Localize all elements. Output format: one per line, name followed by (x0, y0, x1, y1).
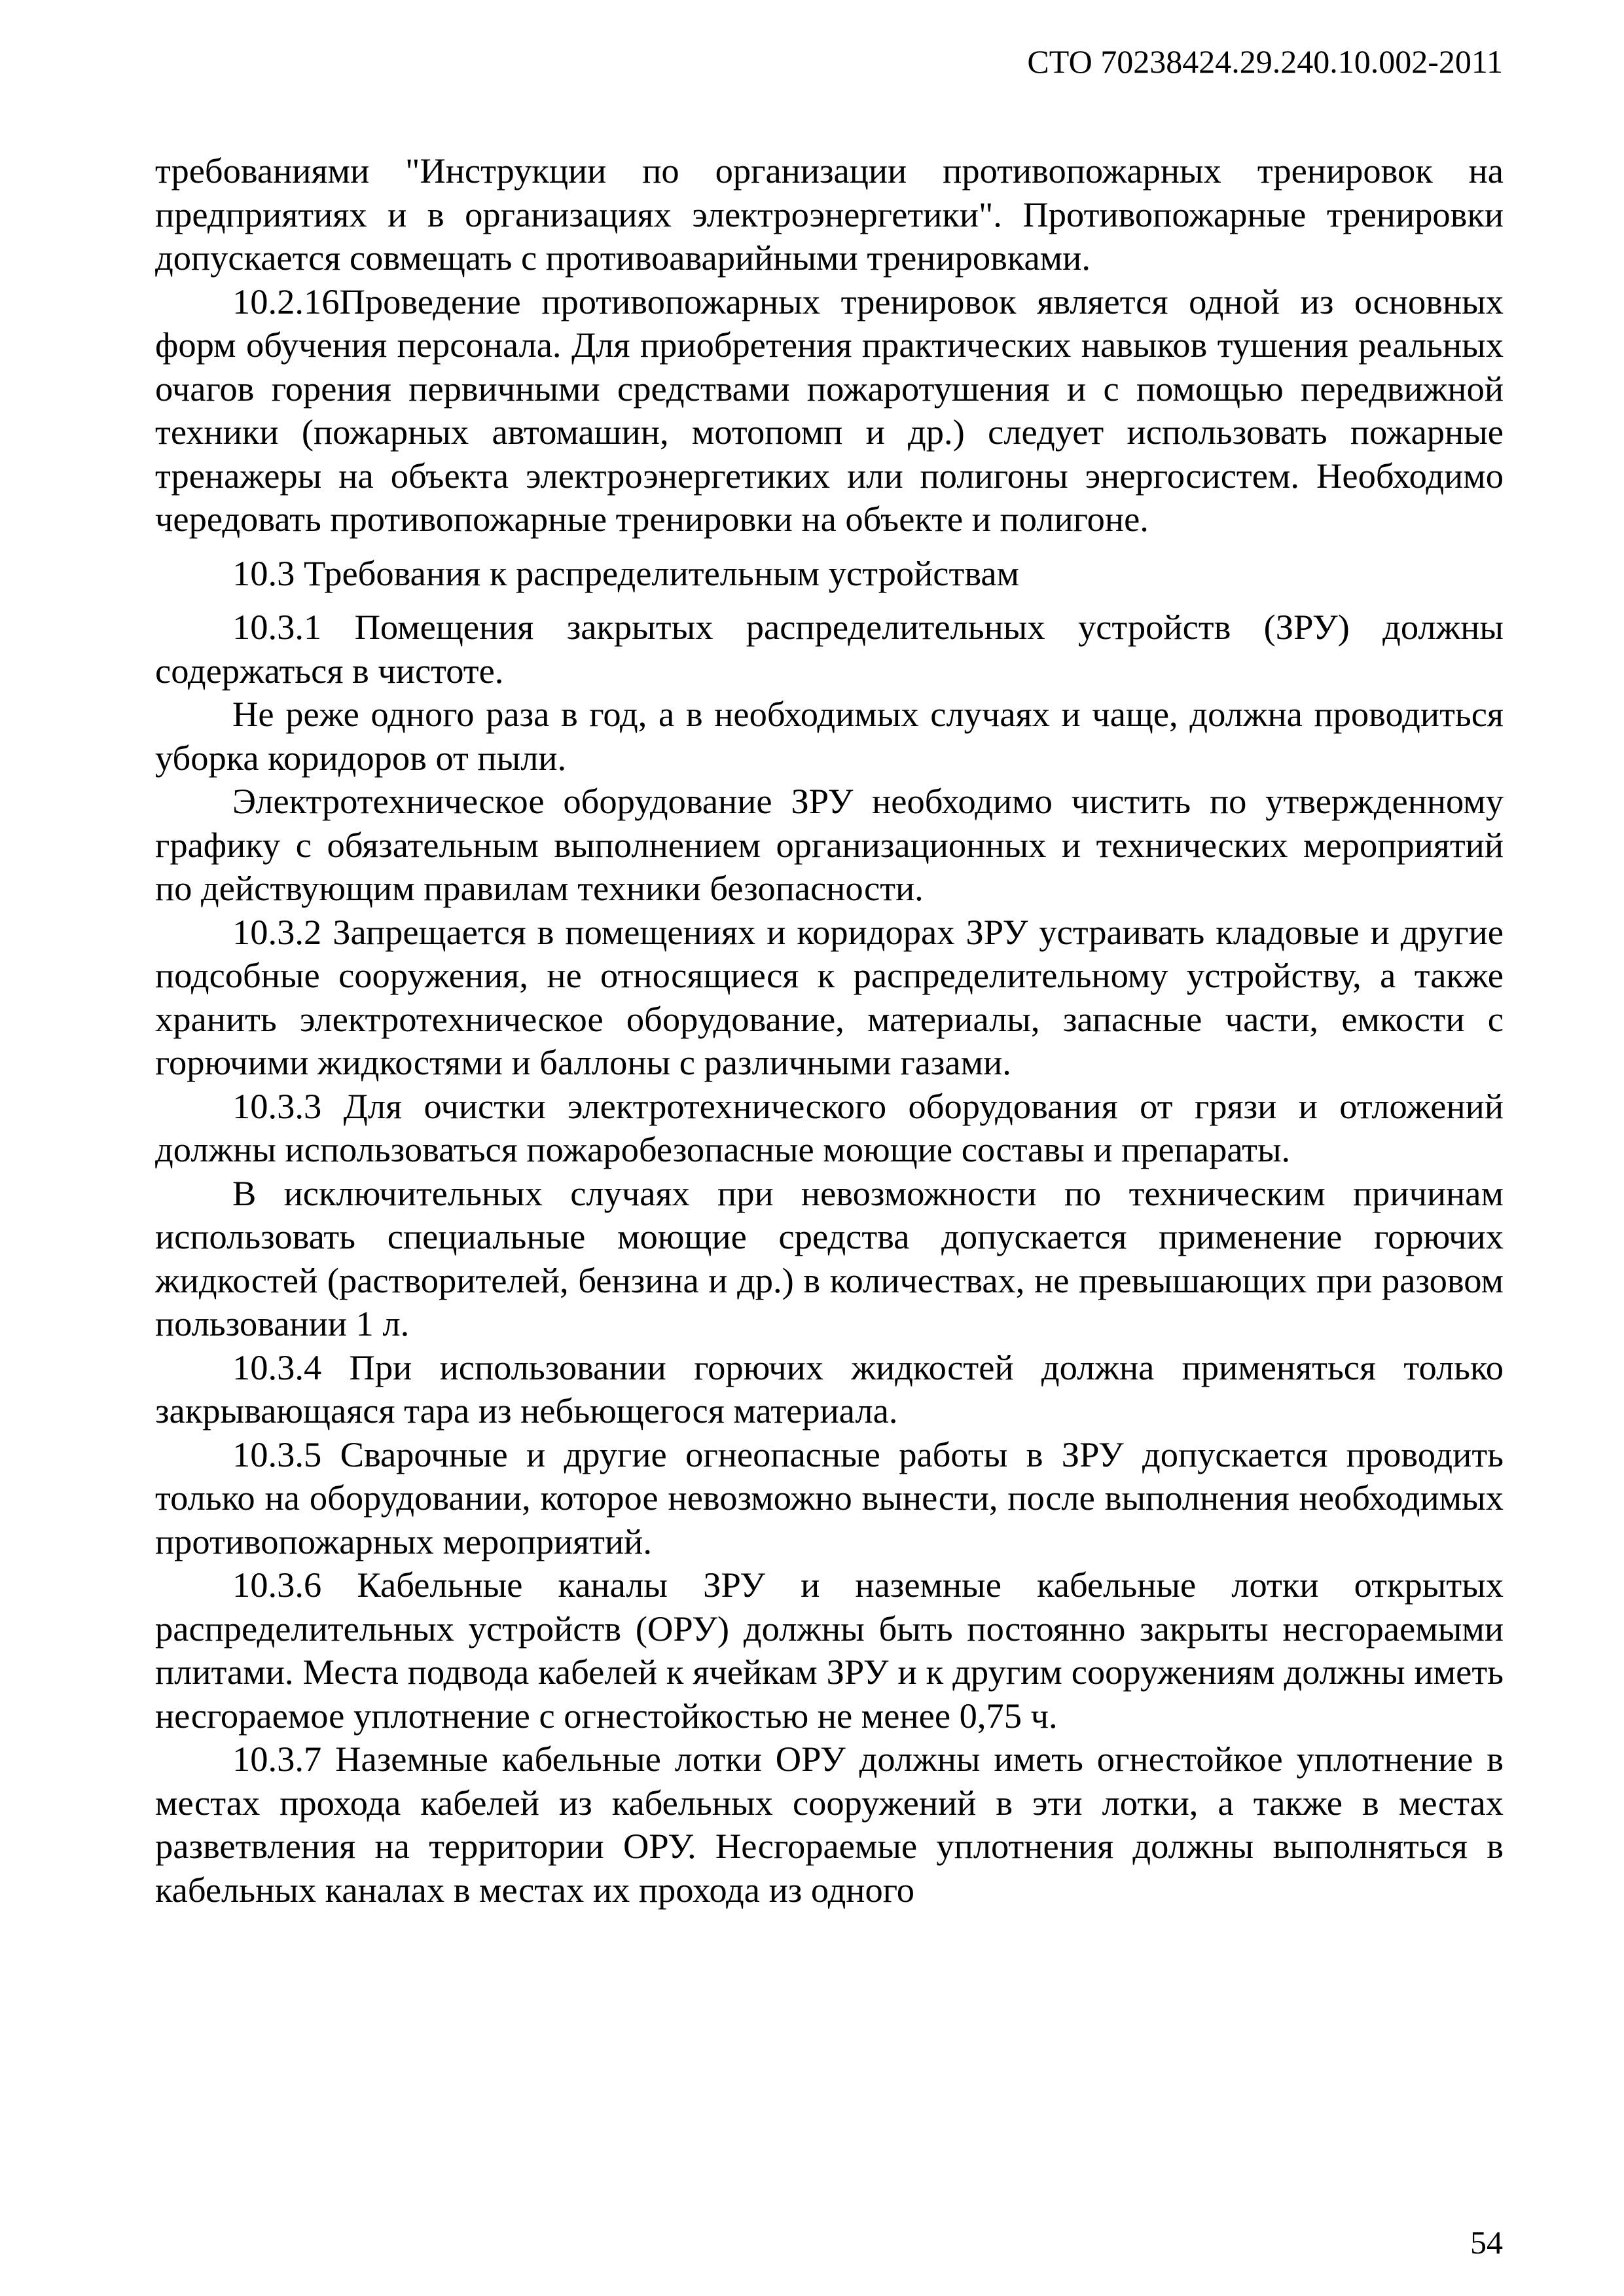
document-body (155, 149, 1504, 1912)
paragraph-exceptional-cases: В исключительных случаях при невозможности по техническим причинам использовать специальные моющие средства допускается применение горючих жидкостей (растворителей, бензина и др.) в количествах, не превышающих при разовом пользовании 1 л. (155, 1173, 1504, 1343)
page-number: 54 (1470, 2224, 1503, 2261)
paragraph-equipment-cleaning: Электротехническое оборудование ЗРУ необходимо чистить по утвержденному графику с обязательным выполнением организационных и технических мероприятий по действующим правилам техники безопасности. (155, 781, 1504, 908)
paragraph-continuation: требованиями "Инструкции по организации противопожарных тренировок на предприятиях и в организациях электроэнергетики". Противопожарные тренировки допускается совмещать с противоаварийными тренировками. (155, 151, 1504, 278)
paragraph-10-3-5: 10.3.5 Сварочные и другие огнеопасные работы в ЗРУ допускается проводить только на оборудовании, которое невозможно вынести, после выполнения необходимых противопожарных мероприятий. (155, 1434, 1504, 1561)
paragraph-10-3-1: 10.3.1 Помещения закрытых распределительных устройств (ЗРУ) должны содержаться в чистоте. (155, 607, 1504, 691)
paragraph-10-3-2: 10.3.2 Запрещается в помещениях и коридорах ЗРУ устраивать кладовые и другие подсобные сооружения, не относящиеся к распределительному устройству, а также хранить электротехническое оборудование, материалы, запасные части, емкости с горючими жидкостями и баллоны с различными газами. (155, 911, 1504, 1082)
paragraph-10-3-7: 10.3.7 Наземные кабельные лотки ОРУ должны иметь огнестойкое уплотнение в местах прохода кабелей из кабельных сооружений в эти лотки, а также в местах разветвления на территории ОРУ. Несгораемые уплотнения должны выполняться в кабельных каналах в местах их прохода из одного (155, 1739, 1504, 1910)
document-code-header: СТО 70238424.29.240.10.002-2011 (1027, 43, 1503, 80)
paragraph-10-3-3: 10.3.3 Для очистки электротехнического оборудования от грязи и отложений должны использоваться пожаробезопасные моющие составы и препараты. (155, 1085, 1504, 1169)
paragraph-10-2-16: 10.2.16Проведение противопожарных тренировок является одной из основных форм обучения персонала. Для приобретения практических навыков тушения реальных очагов горения первичными средствами пожаротушения и с помощью передвижной техники (пожарных автомашин, мотопомп и др.) следует использовать пожарные тренажеры на объекта электроэнергетиких или полигоны энергосистем. Необходимо чередовать противопожарные тренировки на объекте и полигоне. (155, 281, 1504, 539)
paragraph-10-3-4: 10.3.4 При использовании горючих жидкостей должна применяться только закрывающаяся тара из небьющегося материала. (155, 1347, 1504, 1430)
paragraph-cleaning-frequency: Не реже одного раза в год, а в необходимых случаях и чаще, должна проводиться уборка коридоров от пыли. (155, 694, 1504, 778)
section-heading-10-3: 10.3 Требования к распределительным устройствам (232, 553, 1020, 593)
paragraph-10-3-6: 10.3.6 Кабельные каналы ЗРУ и наземные кабельные лотки открытых распределительных устройств (ОРУ) должны быть постоянно закрыты несгораемыми плитами. Места подвода кабелей к ячейкам ЗРУ и к другим сооружениям должны иметь несгораемое уплотнение с огнестойкостью не менее 0,75 ч. (155, 1565, 1504, 1736)
